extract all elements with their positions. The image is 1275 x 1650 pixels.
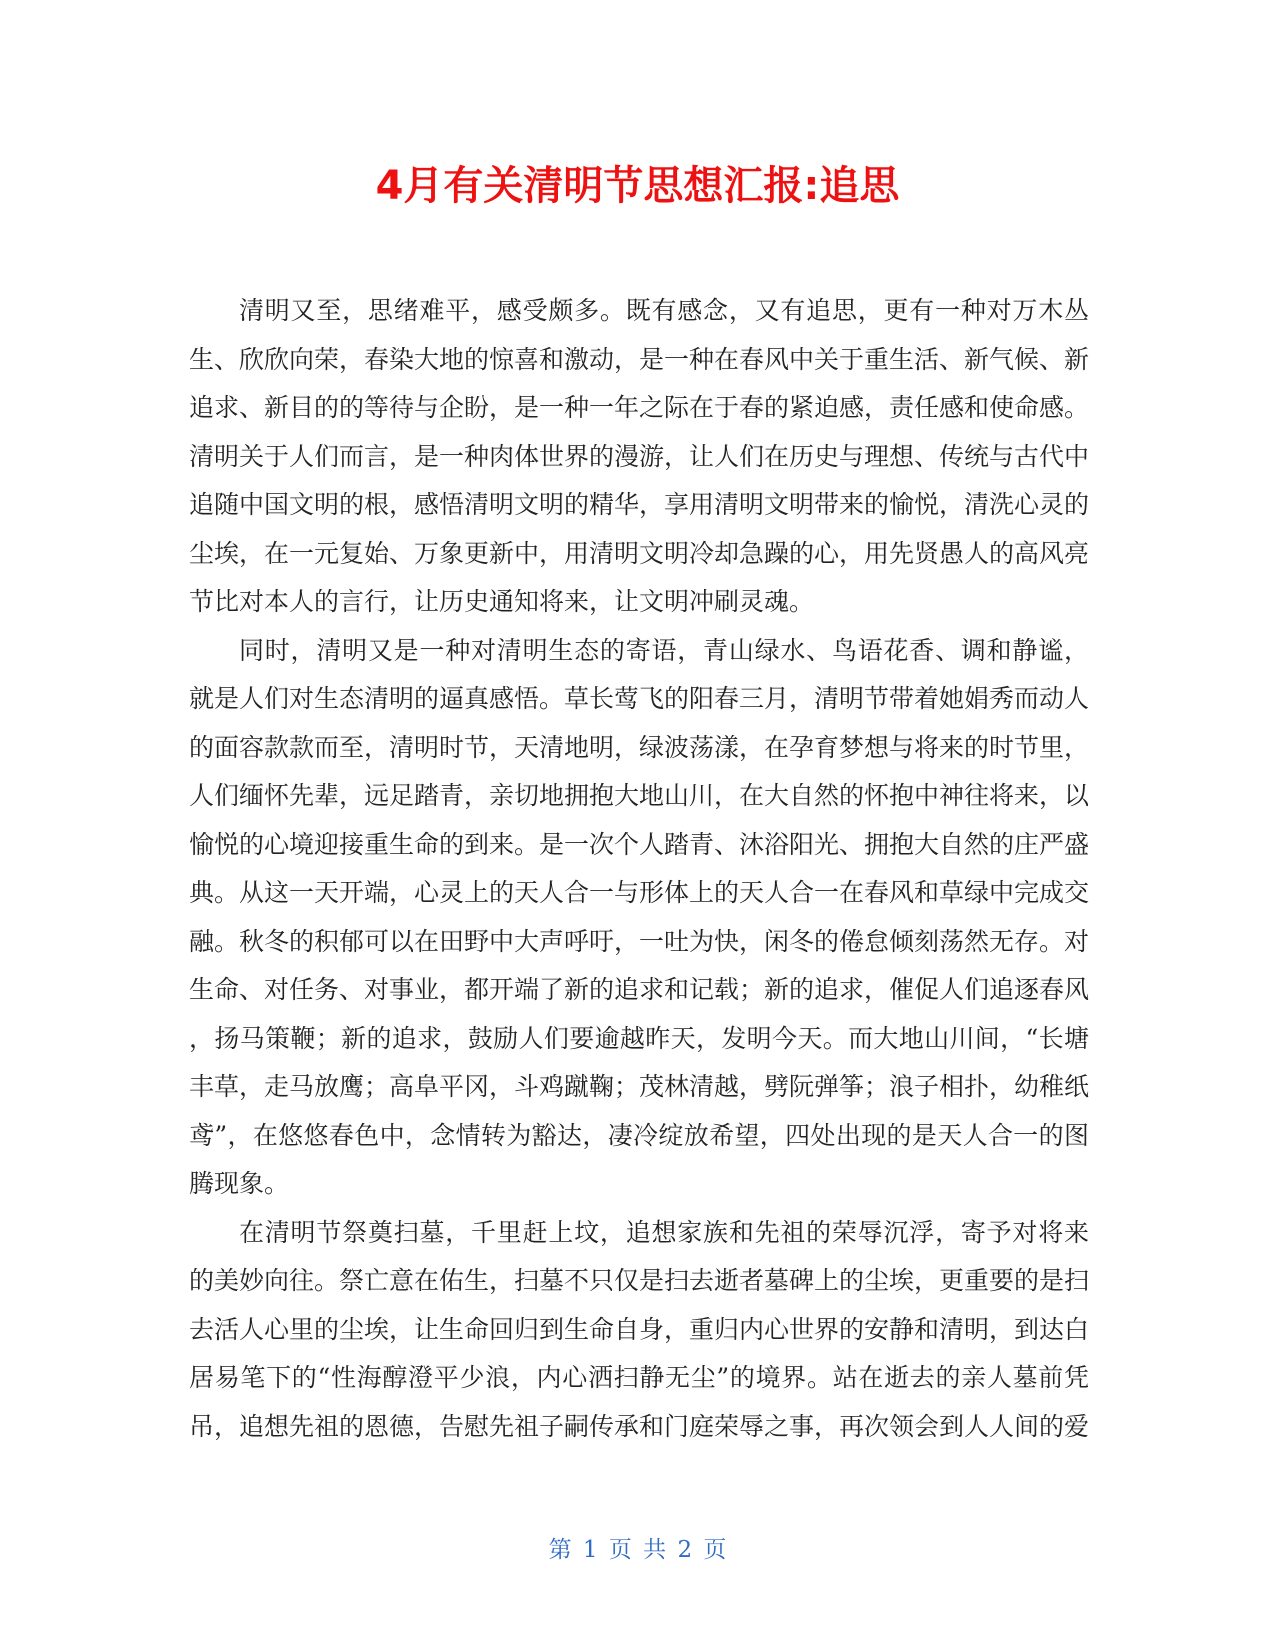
- paragraph-1-line-6: 尘埃，在一元复始、万象更新中，用清明文明冷却急躁的心，用先贤愚人的高风亮: [189, 538, 1090, 568]
- paragraph-3-line-3: 去活人心里的尘埃，让生命回归到生命自身，重归内心世界的安静和清明，到达白: [189, 1314, 1090, 1344]
- paragraph-1-line-5: 追随中国文明的根，感悟清明文明的精华，享用清明文明带来的愉悦，清洗心灵的: [189, 490, 1090, 519]
- paragraph-2-line-4: 人们缅怀先辈，远足踏青，亲切地拥抱大地山川，在大自然的怀抱中神往将来，以: [189, 781, 1090, 810]
- paragraph-3-line-1: 在清明节祭奠扫墓，千里赶上坟，追想家族和先祖的荣辱沉浮，寄予对将来: [239, 1217, 1089, 1247]
- paragraph-1-line-4: 清明关于人们而言，是一种肉体世界的漫游，让人们在历史与理想、传统与古代中: [189, 441, 1090, 471]
- document-title: 4月有关清明节思想汇报:追思: [375, 163, 900, 209]
- paragraph-2-line-12: 腾现象。: [189, 1169, 290, 1198]
- paragraph-1-line-2: 生、欣欣向荣，春染大地的惊喜和激动，是一种在春风中关于重生活、新气候、新: [189, 344, 1090, 374]
- paragraph-1-line-3: 追求、新目的的等待与企盼，是一种一年之际在于春的紧迫感，责任感和使命感。: [189, 393, 1090, 422]
- paragraph-3-line-5: 吊，追想先祖的恩德，告慰先祖子嗣传承和门庭荣辱之事，再次领会到人人间的爱: [189, 1411, 1090, 1441]
- paragraph-3-line-4: 居易笔下的“性海醇澄平少浪，内心洒扫静无尘”的境界。站在逝去的亲人墓前凭: [189, 1363, 1089, 1392]
- paragraph-2-line-7: 融。秋冬的积郁可以在田野中大声呼吁，一吐为快，闲冬的倦怠倾刻荡然无存。对: [189, 926, 1090, 956]
- paragraph-2-line-10: 丰草，走马放鹰；高阜平冈，斗鸡蹴鞠；茂林清越，劈阮弹筝；浪子相扑，幼稚纸: [189, 1072, 1090, 1101]
- paragraph-3-line-2: 的美妙向往。祭亡意在佑生，扫墓不只仅是扫去逝者墓碑上的尘埃，更重要的是扫: [189, 1266, 1090, 1295]
- paragraph-2-line-2: 就是人们对生态清明的逼真感悟。草长莺飞的阳春三月，清明节带着她娟秀而动人: [189, 684, 1090, 713]
- page-number-footer: 第 1 页 共 2 页: [548, 1537, 727, 1563]
- paragraph-2-line-1: 同时，清明又是一种对清明生态的寄语，青山绿水、鸟语花香、调和静谧，: [239, 635, 1089, 665]
- paragraph-2-line-11: 鸢”，在悠悠春色中，念情转为豁达，凄冷绽放希望，四处出现的是天人合一的图: [189, 1120, 1089, 1150]
- paragraph-1-line-1: 清明又至，思绪难平，感受颇多。既有感念，又有追思，更有一种对万木丛: [239, 296, 1089, 325]
- paragraph-2-line-9: ，扬马策鞭；新的追求，鼓励人们要逾越昨天，发明今天。而大地山川间，“长塘: [189, 1023, 1089, 1053]
- document-body: [189, 287, 1089, 1451]
- paragraph-2-line-3: 的面容款款而至，清明时节，天清地明，绿波荡漾，在孕育梦想与将来的时节里，: [189, 732, 1090, 762]
- paragraph-2-line-6: 典。从这一天开端，心灵上的天人合一与形体上的天人合一在春风和草绿中完成交: [189, 878, 1090, 907]
- paragraph-2-line-5: 愉悦的心境迎接重生命的到来。是一次个人踏青、沐浴阳光、拥抱大自然的庄严盛: [189, 829, 1090, 859]
- paragraph-2-line-8: 生命、对任务、对事业，都开端了新的追求和记载；新的追求，催促人们追逐春风: [189, 975, 1090, 1004]
- paragraph-1-line-7: 节比对本人的言行，让历史通知将来，让文明冲刷灵魂。: [189, 587, 815, 616]
